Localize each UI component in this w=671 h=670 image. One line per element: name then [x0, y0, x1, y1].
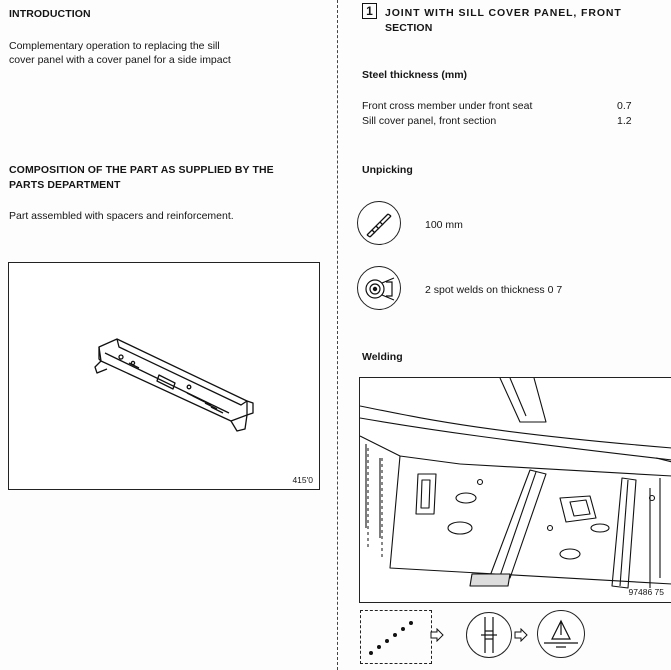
figure-reference: 97486 75: [628, 587, 664, 597]
step-number-badge: 1: [362, 3, 377, 19]
spot-drill-icon: [357, 266, 401, 310]
composition-heading-line-1: COMPOSITION OF THE PART AS SUPPLIED BY THE: [9, 164, 274, 176]
intro-heading: INTRODUCTION: [9, 8, 91, 20]
step-title-line-1: JOINT WITH SILL COVER PANEL, FRONT: [385, 7, 622, 19]
thickness-heading: Steel thickness (mm): [362, 69, 468, 81]
welding-figure: [359, 377, 671, 603]
part-figure: [8, 262, 320, 490]
figure-reference: 415'0: [292, 475, 313, 485]
reinforcement-part-drawing: [9, 263, 319, 489]
unpick-item-1-text: 100 mm: [425, 219, 463, 231]
welding-heading: Welding: [362, 351, 403, 363]
step-title-line-2: SECTION: [385, 22, 433, 34]
thickness-value: 0.7: [617, 100, 632, 112]
unpick-item-2-text: 2 spot welds on thickness 0 7: [425, 284, 563, 296]
composition-heading-line-2: PARTS DEPARTMENT: [9, 179, 121, 191]
mig-weld-icon: [537, 610, 585, 658]
composition-text: Part assembled with spacers and reinforcement.: [9, 210, 234, 222]
table-row: [362, 99, 632, 114]
column-divider: [337, 0, 338, 670]
arrow-right-icon: [514, 628, 528, 642]
spot-welder-icon: [466, 612, 512, 658]
unpicking-heading: Unpicking: [362, 164, 413, 176]
arrow-right-icon: [430, 628, 444, 642]
floor-assembly-drawing: [360, 378, 671, 602]
thickness-part: Front cross member under front seat: [362, 100, 533, 112]
spot-weld-pattern-icon: [360, 610, 432, 664]
intro-text-line-2: cover panel with a cover panel for a side impact: [9, 54, 231, 66]
thickness-table: [362, 99, 632, 129]
thickness-value: 1.2: [617, 115, 632, 127]
saw-icon: [357, 201, 401, 245]
table-row: [362, 114, 632, 129]
intro-text-line-1: Complementary operation to replacing the sill: [9, 40, 220, 52]
thickness-part: Sill cover panel, front section: [362, 115, 497, 127]
